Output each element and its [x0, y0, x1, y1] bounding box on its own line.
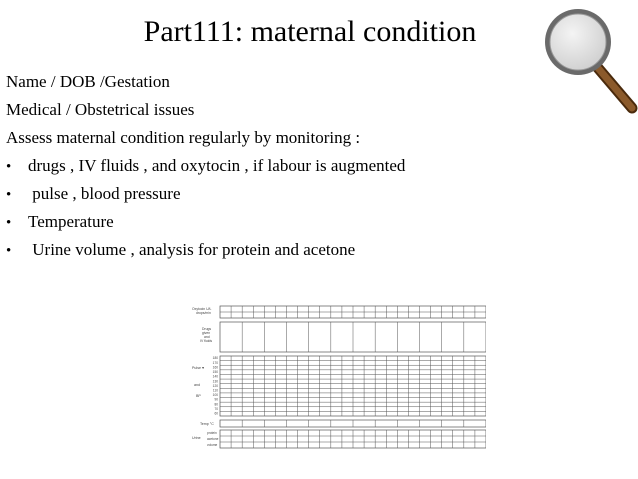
- pulse-tick-label: 180: [212, 356, 218, 361]
- label-drugs-2: given: [202, 331, 211, 335]
- label-oxytocin: Oxytocin U/L: [192, 307, 212, 311]
- label-protein: protein: [207, 431, 217, 435]
- label-drugs: Drugs: [202, 327, 212, 331]
- slide-body: [6, 68, 405, 264]
- bullet-glyph: •: [6, 243, 12, 259]
- label-acetone: acetone: [207, 437, 219, 441]
- pulse-tick-label: 60: [214, 411, 218, 416]
- text-line-name: Name / DOB /Gestation: [6, 72, 170, 91]
- bullet-glyph: •: [6, 159, 12, 175]
- bullet-item-temperature: [6, 208, 405, 236]
- pulse-tick-label: 160: [212, 365, 218, 370]
- label-oxytocin-2: drops/min: [196, 311, 211, 315]
- label-and: and: [194, 383, 200, 387]
- label-temp: Temp °C: [200, 422, 214, 426]
- bullet-glyph: •: [6, 187, 12, 203]
- temp-columns: [242, 420, 464, 427]
- pulse-tick-label: 100: [212, 393, 218, 398]
- bullet-item-urine: [6, 236, 405, 264]
- text-line-assess: Assess maternal condition regularly by monitoring :: [6, 128, 361, 147]
- pulse-ticks: [213, 356, 219, 415]
- drugs-columns: [242, 322, 464, 352]
- pulse-grid-lines: [220, 356, 486, 416]
- magnifying-glass-icon: [540, 0, 638, 118]
- pulse-tick-label: 170: [212, 360, 218, 365]
- slide-title: Part111: maternal condition: [143, 15, 477, 48]
- pulse-tick-label: 120: [212, 383, 218, 388]
- bullet-item-drugs: [6, 152, 405, 180]
- partograph-chart: [180, 302, 486, 450]
- bullet-text: Temperature: [28, 212, 114, 231]
- text-line-issues: Medical / Obstetrical issues: [6, 100, 195, 119]
- pulse-tick-label: 80: [214, 402, 218, 407]
- urine-columns: [231, 430, 475, 448]
- bullet-glyph: •: [6, 215, 12, 231]
- label-pulse: Pulse ♥: [192, 366, 205, 370]
- pulse-tick-label: 150: [212, 370, 218, 375]
- bullet-text: Urine volume , analysis for protein and acetone: [28, 240, 356, 259]
- label-drugs-3: and: [204, 335, 210, 339]
- pulse-tick-label: 140: [212, 374, 218, 379]
- label-volume: volume: [207, 443, 218, 447]
- bullet-text: drugs , IV fluids , and oxytocin , if labour is augmented: [28, 156, 406, 175]
- pulse-tick-label: 90: [214, 397, 218, 402]
- label-urine: Urine: [192, 436, 201, 440]
- bullet-item-pulse: [6, 180, 405, 208]
- label-drugs-4: IV fluids: [200, 339, 213, 343]
- label-bp: BP: [196, 394, 201, 398]
- bullet-text: pulse , blood pressure: [28, 184, 181, 203]
- pulse-tick-label: 70: [214, 406, 218, 411]
- pulse-tick-label: 130: [212, 379, 218, 384]
- pulse-tick-label: 110: [212, 388, 218, 393]
